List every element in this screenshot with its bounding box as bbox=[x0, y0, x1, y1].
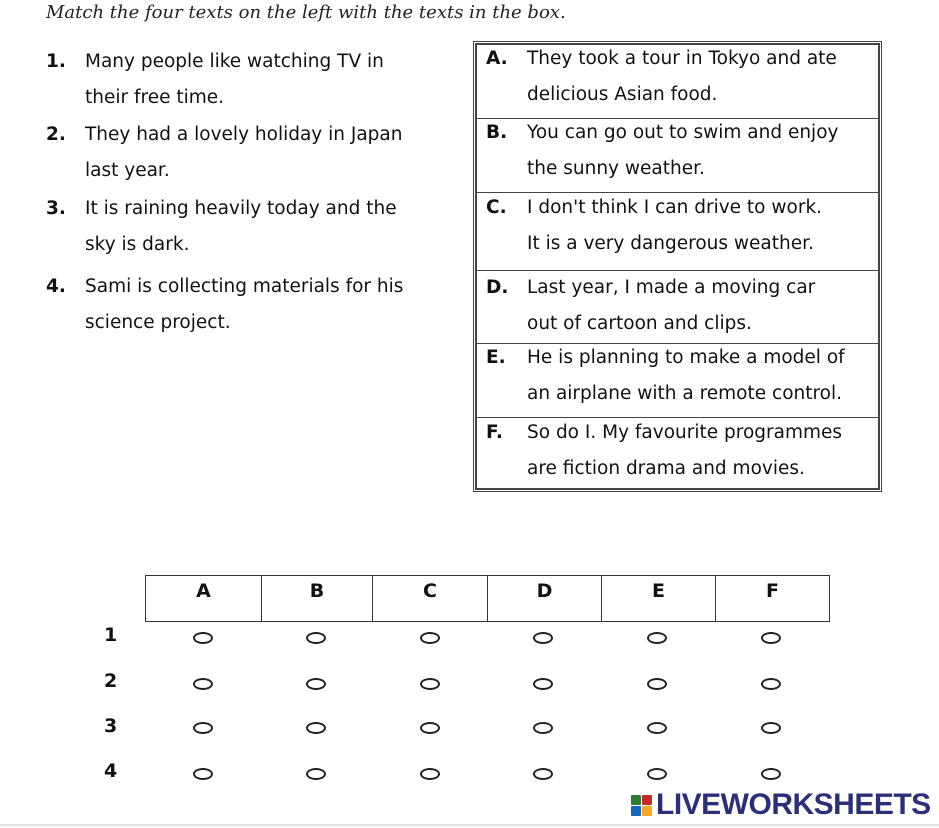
column-header-f: F bbox=[766, 580, 779, 602]
option-text-line: Last year, I made a moving car bbox=[527, 277, 816, 298]
column-header-b: B bbox=[262, 576, 373, 621]
radio-3-b[interactable] bbox=[306, 722, 326, 734]
radio-4-f[interactable] bbox=[761, 768, 781, 780]
option-text-line: delicious Asian food. bbox=[527, 84, 718, 105]
left-item-text-line: They had a lovely holiday in Japan bbox=[85, 124, 403, 145]
radio-3-c[interactable] bbox=[420, 722, 440, 734]
logo-tile-icon bbox=[642, 795, 652, 805]
option-letter: E. bbox=[486, 347, 506, 368]
radio-2-f[interactable] bbox=[761, 678, 781, 690]
radio-3-e[interactable] bbox=[647, 722, 667, 734]
left-item-number: 4. bbox=[46, 276, 66, 297]
option-text-line: are fiction drama and movies. bbox=[527, 458, 805, 479]
radio-4-e[interactable] bbox=[647, 768, 667, 780]
left-item-number: 3. bbox=[46, 198, 66, 219]
radio-2-d[interactable] bbox=[533, 678, 553, 690]
instruction: Match the four texts on the left with the texts in the box. bbox=[46, 2, 566, 23]
option-letter: D. bbox=[486, 277, 509, 298]
option-text-line: out of cartoon and clips. bbox=[527, 313, 752, 334]
option-text-line: They took a tour in Tokyo and ate bbox=[527, 48, 837, 69]
option-letter: B. bbox=[486, 122, 508, 143]
option-letter: C. bbox=[486, 197, 507, 218]
radio-1-c[interactable] bbox=[420, 632, 440, 644]
column-header-c: C bbox=[373, 576, 488, 621]
radio-4-a[interactable] bbox=[193, 768, 213, 780]
bottom-divider bbox=[0, 824, 939, 826]
left-item-text-line: Many people like watching TV in bbox=[85, 51, 384, 72]
option-text-line: an airplane with a remote control. bbox=[527, 383, 843, 404]
radio-3-a[interactable] bbox=[193, 722, 213, 734]
left-item-number: 2. bbox=[46, 124, 66, 145]
left-item-text-line: It is raining heavily today and the bbox=[85, 198, 397, 219]
left-item-text-line: sky is dark. bbox=[85, 234, 190, 255]
left-item-text-line: Sami is collecting materials for his bbox=[85, 276, 404, 297]
radio-1-a[interactable] bbox=[193, 632, 213, 644]
left-item-text-line: their free time. bbox=[85, 87, 225, 108]
left-item-number: 1. bbox=[46, 51, 66, 72]
radio-4-d[interactable] bbox=[533, 768, 553, 780]
radio-4-c[interactable] bbox=[420, 768, 440, 780]
logo-tile-icon bbox=[631, 795, 641, 805]
radio-2-a[interactable] bbox=[193, 678, 213, 690]
column-header-a: A bbox=[146, 576, 262, 621]
radio-2-c[interactable] bbox=[420, 678, 440, 690]
radio-1-e[interactable] bbox=[647, 632, 667, 644]
option-text-line: It is a very dangerous weather. bbox=[527, 233, 814, 254]
radio-1-b[interactable] bbox=[306, 632, 326, 644]
answer-grid-header bbox=[145, 575, 830, 622]
option-letter: A. bbox=[486, 48, 508, 69]
option-text-line: He is planning to make a model of bbox=[527, 347, 845, 368]
option-text-line: I don't think I can drive to work. bbox=[527, 197, 823, 218]
row-label-2: 2 bbox=[104, 670, 118, 692]
radio-4-b[interactable] bbox=[306, 768, 326, 780]
radio-1-d[interactable] bbox=[533, 632, 553, 644]
liveworksheets-logo-icon bbox=[631, 795, 652, 816]
radio-3-f[interactable] bbox=[761, 722, 781, 734]
option-letter: F. bbox=[486, 422, 503, 443]
column-header-d: D bbox=[488, 576, 602, 621]
option-text-line: You can go out to swim and enjoy bbox=[527, 122, 839, 143]
brand-name: LIVEWORKSHEETS bbox=[656, 788, 931, 821]
option-text-line: the sunny weather. bbox=[527, 158, 705, 179]
logo-tile-icon bbox=[642, 806, 652, 816]
radio-2-e[interactable] bbox=[647, 678, 667, 690]
column-header-e: E bbox=[602, 576, 716, 621]
row-label-3: 3 bbox=[104, 715, 118, 737]
row-label-4: 4 bbox=[104, 760, 118, 782]
logo-tile-icon bbox=[631, 806, 641, 816]
left-item-text-line: last year. bbox=[85, 160, 170, 181]
radio-2-b[interactable] bbox=[306, 678, 326, 690]
brand bbox=[631, 789, 931, 821]
left-item-text-line: science project. bbox=[85, 312, 231, 333]
radio-3-d[interactable] bbox=[533, 722, 553, 734]
radio-1-f[interactable] bbox=[761, 632, 781, 644]
row-label-1: 1 bbox=[104, 624, 118, 646]
option-text-line: So do I. My favourite programmes bbox=[527, 422, 843, 443]
